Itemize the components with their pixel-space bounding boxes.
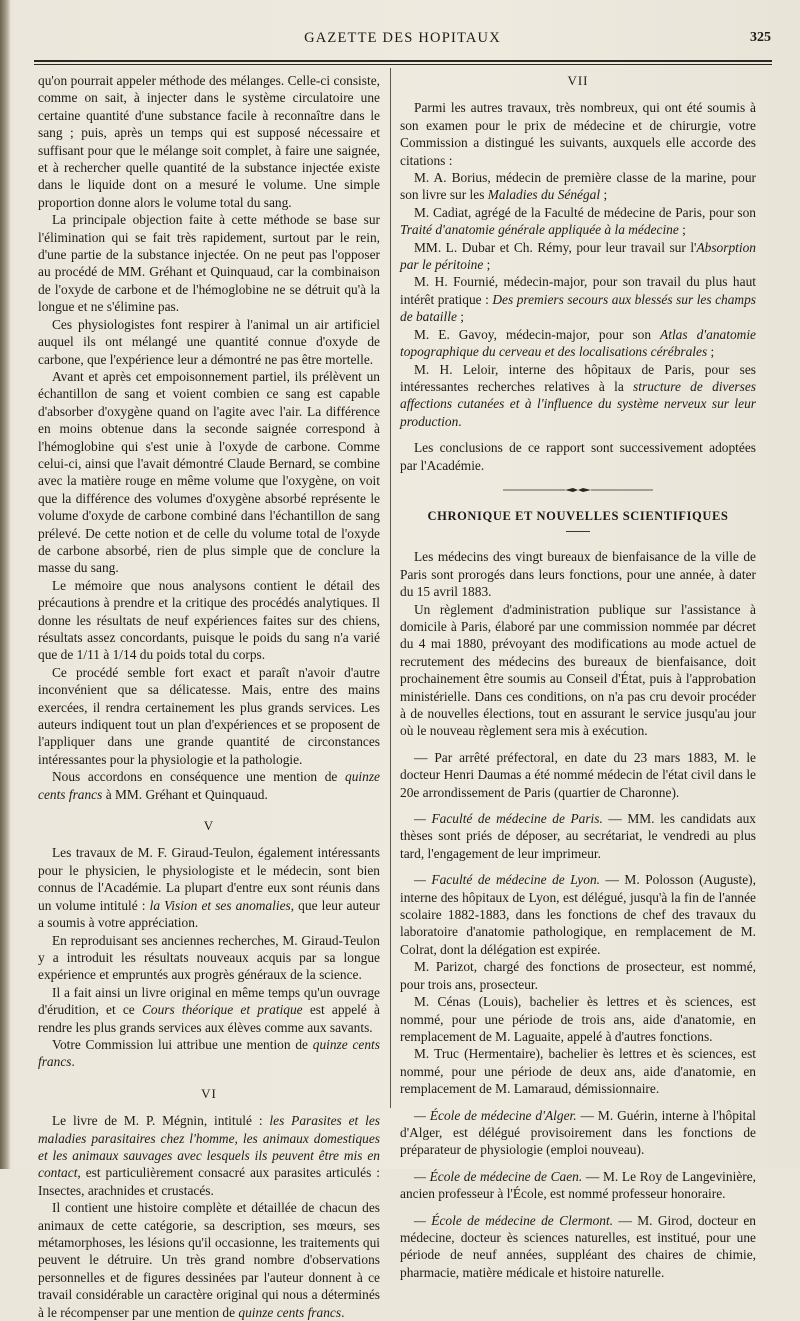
paragraph: La principale objection faite à cette méthode se base sur l'élimination qui se fait très rapidement, surtout par le rein, d'une partie de la substance injectée. On ne peut pas l'opposer au procédé de MM. Gréhant et Quinquaud, car la combinaison de l'oxyde de carbone et de l'hémoglobine ne se détruit qu'à la longue et ne s'élimine pas. [38, 212, 380, 315]
paragraph: Le livre de M. P. Mégnin, intitulé : les Parasites et les maladies parasitaires chez l'homme, les animaux domestiques et les animaux sauvages avec lesquels ils peuvent être mis en contact, est particulièrement consacré aux parasites articulés : Insectes, arachnides et crustacés. [38, 1113, 381, 1198]
paragraph: Les conclusions de ce rapport sont successivement adoptées par l'Académie. [400, 440, 756, 473]
paragraph: Avant et après cet empoisonnement partiel, ils prélèvent un échantillon de sang et voient combien ce sang est capable d'absorber d'oxygène quand on l'agite avec l'air. La différence en moins obtenue dans la seconde saignée correspond à l'hémoglobine qui s'est unie à l'oxyde de carbone. Comme celui-ci, ainsi que l'avait démontré Claude Bernard, se combine avec la matière rouge en même volume que l'oxygène, on voit que la différence des volumes d'oxygène absorbé représente le volume d'oxyde de carbone combiné dans l'échantillon de sang prélevé. De cette notion et de celle du volume total de l'oxyde de carbone absorbé, rien de plus simple que de conclure la masse du sang. [38, 368, 380, 576]
news-item: — École de médecine d'Alger. — M. Guérin, interne à l'hôpital d'Alger, est délégué provisoirement dans les fonctions de préparateur de physiologie (emploi nouveau). [400, 1107, 756, 1158]
paragraph: Nous accordons en conséquence une mention de quinze cents francs à MM. Gréhant et Quinquaud. [38, 769, 380, 802]
section-heading-vii: VII [567, 73, 589, 88]
short-rule [566, 531, 590, 532]
citation-item: M. Cadiat, agrégé de la Faculté de médecine de Paris, pour son Traité d'anatomie générale appliquée à la médecine ; [400, 204, 756, 238]
news-item: — Par arrêté préfectoral, en date du 23 mars 1883, M. le docteur Henri Daumas a été nommé médecin de l'état civil dans le 20e arrondissement de Paris (quartier de Charonne). [400, 749, 756, 800]
section-heading-v: V [203, 818, 215, 834]
right-column [400, 72, 756, 1281]
news-item: — Faculté de médecine de Paris. — MM. les candidats aux thèses sont priés de déposer, au secrétariat, le vendredi au plus tard, l'engagement de leur imprimeur. [400, 811, 756, 861]
news-item: Les médecins des vingt bureaux de bienfaisance de la ville de Paris sont prorogés dans leurs fonctions, pour une année, à dater du 15 avril 1883. [400, 549, 756, 600]
citation-item: M. H. Leloir, interne des hôpitaux de Paris, pour ses intéressantes recherches relatives à la structure de diverses affections cutanées et à l'influence du système nerveux sur leur production. [400, 361, 756, 429]
news-item: Un règlement d'administration publique sur l'assistance à domicile à Paris, élaboré par une commission nommée par décret du 4 mai 1880, prévoyant des modifications au mode actuel de recrutement des médecins des bureaux de bienfaisance, doit prochainement être soumis au Conseil d'État, puis à l'approbation ministérielle. Dans ces conditions, on n'a pas cru devoir procéder à de nouvelles élections, tout en assurant le service jusqu'au jour où le nouveau règlement sera mis à exécution. [400, 601, 756, 739]
section-heading-vi: VI [201, 1085, 217, 1101]
ornament-divider [503, 486, 653, 494]
paragraph: Ce procédé semble fort exact et paraît n'avoir d'autre inconvénient que sa délicatesse. Mais, entre des mains exercées, il rendra certainement les plus grands services. Les auteurs indiquent tout un plan d'expériences et se proposent de l'appliquer dans une grande quantité de circonstances intéressantes pour la physiologie et la pathologie. [38, 664, 380, 767]
news-item: — Faculté de médecine de Lyon. — M. Polosson (Auguste), interne des hôpitaux de Lyon, est délégué, jusqu'à la fin de l'année scolaire 1882-1883, dans les fonctions de chef des travaux du laboratoire d'anatomie pathologique, en remplacement de M. Colrat, dont la délégation est expirée. [400, 872, 756, 957]
running-header [30, 30, 775, 58]
paragraph: Il contient une histoire complète et détaillée de chacun des animaux de cette catégorie, sa description, ses mœurs, ses métamorphoses, les lésions qu'il occasionne, les traitements qui peuvent le détruire. Un très grand nombre d'observations personnelles et de figures dessinées par l'auteur donnent à ce travail considérable un caractère original qui nous a déterminés à le récompenser par une mention de quinze cents francs. [38, 1200, 380, 1320]
citation-item: M. H. Fournié, médecin-major, pour son travail du plus haut intérêt pratique : Des premiers secours aux blessés sur les champs de bataille ; [400, 274, 757, 325]
paragraph: Votre Commission lui attribue une mention de quinze cents francs. [38, 1036, 380, 1070]
news-item: — École de médecine de Clermont. — M. Girod, docteur en médecine, docteur ès sciences naturelles, est institué, pour une période de neuf années, suppléant des chaires de chimie, pharmacie, matière médicale et histoire naturelle. [400, 1212, 756, 1280]
paragraph: Il a fait ainsi un livre original en même temps qu'un ouvrage d'érudition, et ce Cours théorique et pratique est appelé à rendre les plus grands services aux élèves comme aux savants. [38, 984, 380, 1035]
paragraph: Ces physiologistes font respirer à l'animal un air artificiel auquel ils ont mélangé une quantité connue d'oxyde de carbone, que l'expérience leur a démontré ne pas être mortelle. [38, 316, 380, 367]
news-item: M. Parizot, chargé des fonctions de prosecteur, est nommé, pour trois ans, prosecteur. [400, 959, 756, 992]
chronicle-title: CHRONIQUE ET NOUVELLES SCIENTIFIQUES [427, 508, 729, 523]
paragraph: qu'on pourrait appeler méthode des mélanges. Celle-ci consiste, comme on sait, à injecter dans le système circulatoire une certaine quantité d'une substance facile à reconnaître dans le sang ; puis, après un temps qui est supposé nécessaire et suffisant pour que le mélange soit complet, à faire une saignée, et à rechercher quelle quantité de la substance injectée existe dans le liquide dont on a mesuré le volume. Une simple proportion donne alors le volume total du sang. [38, 73, 380, 210]
citation-item: M. A. Borius, médecin de première classe de la marine, pour son livre sur les Maladies du Sénégal ; [400, 170, 756, 203]
running-title: GAZETTE DES HOPITAUX [304, 30, 501, 46]
news-item: M. Cénas (Louis), bachelier ès lettres et ès sciences, est nommé, pour une période de trois ans, aide d'anatomie, en remplacement de M. Laguaite, appelé à d'autres fonctions. [400, 994, 756, 1044]
paragraph: Le mémoire que nous analysons contient le détail des précautions à prendre et la critique des procédés analytiques. Il donne les résultats de neuf expériences faites sur des chiens, résultats assez concordants, puisque le poids du sang n'a varié que de 1/11 à 1/14 du poids total du corps. [38, 577, 380, 663]
paragraph: En reproduisant ses anciennes recherches, M. Giraud-Teulon y a introduit les résultats nouveaux acquis par sa longue expérience et empruntés aux progrès généraux de la science. [38, 932, 380, 983]
left-column [38, 72, 380, 1321]
news-item: M. Truc (Hermentaire), bachelier ès lettres et ès sciences, est nommé, pour une période de deux ans, aide d'anatomie, en remplacement de M. Lamaraud, démissionnaire. [400, 1046, 756, 1097]
citation-item: M. E. Gavoy, médecin-major, pour son Atlas d'anatomie topographique du cerveau et des localisations cérébrales ; [400, 326, 756, 360]
citation-item: MM. L. Dubar et Ch. Rémy, pour leur travail sur l'Absorption par le péritoine ; [400, 239, 756, 273]
paragraph: Parmi les autres travaux, très nombreux, qui ont été soumis à son examen pour le prix de médecine et de chirurgie, votre Commission a distingué les suivants, auxquels elle accorde des citations : [400, 100, 756, 168]
page-binding-edge [0, 0, 10, 1169]
column-divider [390, 68, 391, 1108]
paragraph: Les travaux de M. F. Giraud-Teulon, également intéressants pour le physicien, le physiologiste et le médecin, sont bien connus de l'Académie. La plupart d'entre eux sont réunis dans un volume intitulé : la Vision et ses anomalies, que leur auteur a soumis à votre appréciation. [38, 845, 380, 931]
page-number: 325 [750, 30, 771, 45]
header-rule [34, 60, 772, 65]
news-item: — École de médecine de Caen. — M. Le Roy de Langevinière, ancien professeur à l'École, est nommé professeur honoraire. [400, 1168, 757, 1202]
